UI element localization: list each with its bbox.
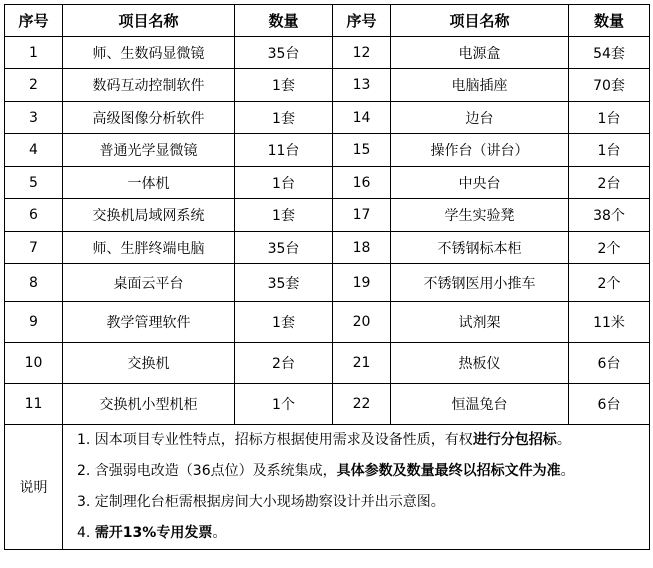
name-cell: 中央台 [391,167,569,199]
qty-cell: 1台 [235,167,333,199]
qty-cell: 35套 [235,264,333,302]
seq-cell: 15 [333,134,391,167]
qty-cell: 54套 [569,37,650,69]
note-text: 。 [560,463,575,479]
name-cell: 交换机 [63,343,235,384]
seq-cell: 10 [5,343,63,384]
equipment-table [4,4,650,550]
seq-cell: 3 [5,102,63,134]
qty-cell: 6台 [569,384,650,425]
name-cell: 边台 [391,102,569,134]
seq-cell: 21 [333,343,391,384]
table-row [5,199,650,232]
name-cell: 高级图像分析软件 [63,102,235,134]
seq-cell: 20 [333,302,391,343]
name-cell: 不锈钢标本柜 [391,232,569,264]
qty-cell: 1套 [235,69,333,102]
header-qty: 数量 [569,5,650,37]
table-row [5,384,650,425]
qty-cell: 1台 [569,102,650,134]
table-row [5,343,650,384]
qty-cell: 6台 [569,343,650,384]
qty-cell: 1个 [235,384,333,425]
table-row [5,102,650,134]
qty-cell: 1套 [235,102,333,134]
note-text: 。 [556,432,571,448]
note-emphasis: 具体参数及数量最终以招标文件为准 [336,463,561,479]
name-cell: 普通光学显微镜 [63,134,235,167]
note-emphasis: 进行分包招标 [472,432,557,448]
qty-cell: 2台 [235,343,333,384]
seq-cell: 22 [333,384,391,425]
name-cell: 热板仪 [391,343,569,384]
seq-cell: 5 [5,167,63,199]
qty-cell: 2个 [569,264,650,302]
name-cell: 操作台（讲台） [391,134,569,167]
header-qty: 数量 [235,5,333,37]
seq-cell: 16 [333,167,391,199]
qty-cell: 1台 [569,134,650,167]
notes-content [63,425,650,550]
seq-cell: 13 [333,69,391,102]
header-name: 项目名称 [391,5,569,37]
name-cell: 数码互动控制软件 [63,69,235,102]
header-seq: 序号 [333,5,391,37]
table-row [5,69,650,102]
qty-cell: 70套 [569,69,650,102]
table-row [5,37,650,69]
name-cell: 电源盒 [391,37,569,69]
seq-cell: 19 [333,264,391,302]
table-row [5,167,650,199]
seq-cell: 18 [333,232,391,264]
table-row [5,134,650,167]
header-seq: 序号 [5,5,63,37]
name-cell: 试剂架 [391,302,569,343]
name-cell: 一体机 [63,167,235,199]
header-row [5,5,650,37]
notes-label: 说明 [5,425,63,550]
name-cell: 教学管理软件 [63,302,235,343]
name-cell: 交换机局域网系统 [63,199,235,232]
seq-cell: 8 [5,264,63,302]
qty-cell: 1套 [235,302,333,343]
note-text: 3. 定制理化台柜需根据房间大小现场勘察设计并出示意图。 [77,494,445,510]
note-text: 2. 含强弱电改造（36点位）及系统集成， [77,463,337,479]
seq-cell: 14 [333,102,391,134]
note-emphasis: 需开13%专用发票 [94,525,213,541]
qty-cell: 2个 [569,232,650,264]
table-row [5,232,650,264]
note-item [63,487,649,518]
seq-cell: 17 [333,199,391,232]
seq-cell: 7 [5,232,63,264]
seq-cell: 9 [5,302,63,343]
name-cell: 师、生胖终端电脑 [63,232,235,264]
qty-cell: 38个 [569,199,650,232]
name-cell: 桌面云平台 [63,264,235,302]
qty-cell: 1套 [235,199,333,232]
qty-cell: 35台 [235,37,333,69]
name-cell: 电脑插座 [391,69,569,102]
name-cell: 师、生数码显微镜 [63,37,235,69]
seq-cell: 12 [333,37,391,69]
note-text: 。 [212,525,227,541]
seq-cell: 4 [5,134,63,167]
name-cell: 学生实验凳 [391,199,569,232]
header-name: 项目名称 [63,5,235,37]
qty-cell: 11台 [235,134,333,167]
notes-row [5,425,650,550]
table-row [5,302,650,343]
seq-cell: 1 [5,37,63,69]
qty-cell: 2台 [569,167,650,199]
seq-cell: 2 [5,69,63,102]
name-cell: 恒温兔台 [391,384,569,425]
note-item [63,456,649,487]
qty-cell: 35台 [235,232,333,264]
note-item [63,518,649,549]
seq-cell: 11 [5,384,63,425]
name-cell: 交换机小型机柜 [63,384,235,425]
note-text: 1. 因本项目专业性特点，招标方根据使用需求及设备性质，有权 [77,432,473,448]
name-cell: 不锈钢医用小推车 [391,264,569,302]
note-item [63,425,649,456]
table-row [5,264,650,302]
seq-cell: 6 [5,199,63,232]
qty-cell: 11米 [569,302,650,343]
note-text: 4. [77,525,95,541]
